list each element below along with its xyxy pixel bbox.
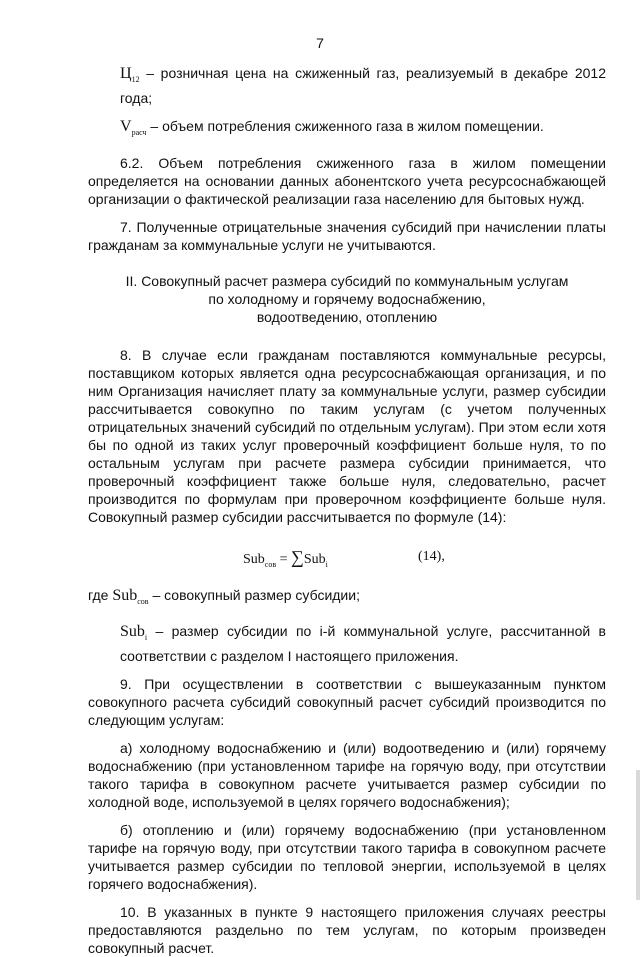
c12-symbol: $Ц_{12}$: [120, 65, 140, 85]
sub-i-symbol: Sub$_i$: [120, 622, 148, 642]
section-heading-line-3: водоотведению, отоплению: [256, 309, 438, 326]
document-body: [88, 64, 606, 957]
page-edge-shadow: [636, 770, 640, 900]
formula-expression: Sub$_{сов}$ = ∑Sub$_i$: [243, 547, 328, 570]
v-text: – объем потребления сжиженного газа в жилом помещении.: [146, 118, 544, 135]
definition-v: [88, 117, 606, 142]
section-heading-line-1: II. Совокупный расчет размера субсидий по коммунальным услугам: [125, 273, 569, 290]
paragraph-9a: а) холодному водоснабжению и (или) водоотведению и (или) горячему водоснабжению (при установленном тарифе на горячую воду, при отсутствии такого тарифа в совокупном расчете учитывается размер субсидии по холодной воде, используемой в целях горячего водоснабжения);: [88, 739, 606, 810]
paragraph-10: 10. В указанных в пункте 9 настоящего приложения случаях реестры предоставляются раздельно по тем услугам, по которым произведен совокупный расчет.: [88, 903, 606, 956]
paragraph-7: 7. Полученные отрицательные значения субсидий при начислении платы гражданам за коммунальные услуги не учитываются.: [88, 219, 606, 254]
formula-14: [88, 542, 606, 576]
definition-c12: [88, 64, 606, 107]
formula-number: (14),: [418, 549, 445, 565]
c12-text: – розничная цена на сжиженный газ, реализуемый в декабре 2012 года;: [120, 65, 606, 107]
sum-sign: ∑: [291, 547, 304, 568]
paragraph-9b: б) отоплению и (или) горячему водоснабжению (при установленном тарифе на горячую воду, при отсутствии такого тарифа в совокупном расчете учитывается размер субсидии по тепловой энергии, используемой в целях горячего водоснабжения).: [88, 821, 606, 892]
v-symbol: $V_{расч}$: [120, 118, 147, 138]
sub-sov-symbol: Sub$_{сов}$: [112, 587, 149, 607]
paragraph-8: 8. В случае если гражданам поставляются коммунальные ресурсы, поставщиком которых является одна ресурсоснабжающая организация, и по ним Организация начисляет плату за коммунальные услуги, размер субсидии рассчитывается совокупно по таким услугам (с учетом полученных отрицательных значений субсидий по отдельным услугам). При этом если хотя бы по одной из таких услуг проверочный коэффициент больше нуля, то по остальным услугам при расчете размера субсидии принимается, что проверочный коэффициент также больше нуля, следовательно, расчет производится по формулам при проверочном коэффициенте больше нуля. Совокупный размер субсидии рассчитывается по формуле (14):: [88, 347, 606, 526]
section-heading: [88, 272, 606, 326]
where-sub-i: Sub$_i$ – размер субсидии по i-й коммунальной услуге, рассчитанной в соответствии с разделом I настоящего приложения.: [120, 622, 606, 664]
paragraph-6-2: 6.2. Объем потребления сжиженного газа в жилом помещении определяется на основании данных абонентского учета ресурсоснабжающей организации о фактической реализации газа населению для бытовых нужд.: [88, 155, 606, 208]
page-number: 7: [316, 35, 324, 51]
section-heading-line-2: по холодному и горячему водоснабжению,: [208, 291, 486, 308]
paragraph-9: 9. При осуществлении в соответствии с вышеуказанным пунктом совокупного расчета субсидий совокупный расчет субсидий производится по следующим услугам:: [88, 675, 606, 728]
where-sub-sov: где Sub$_{сов}$ – совокупный размер субсидии;: [88, 587, 360, 607]
